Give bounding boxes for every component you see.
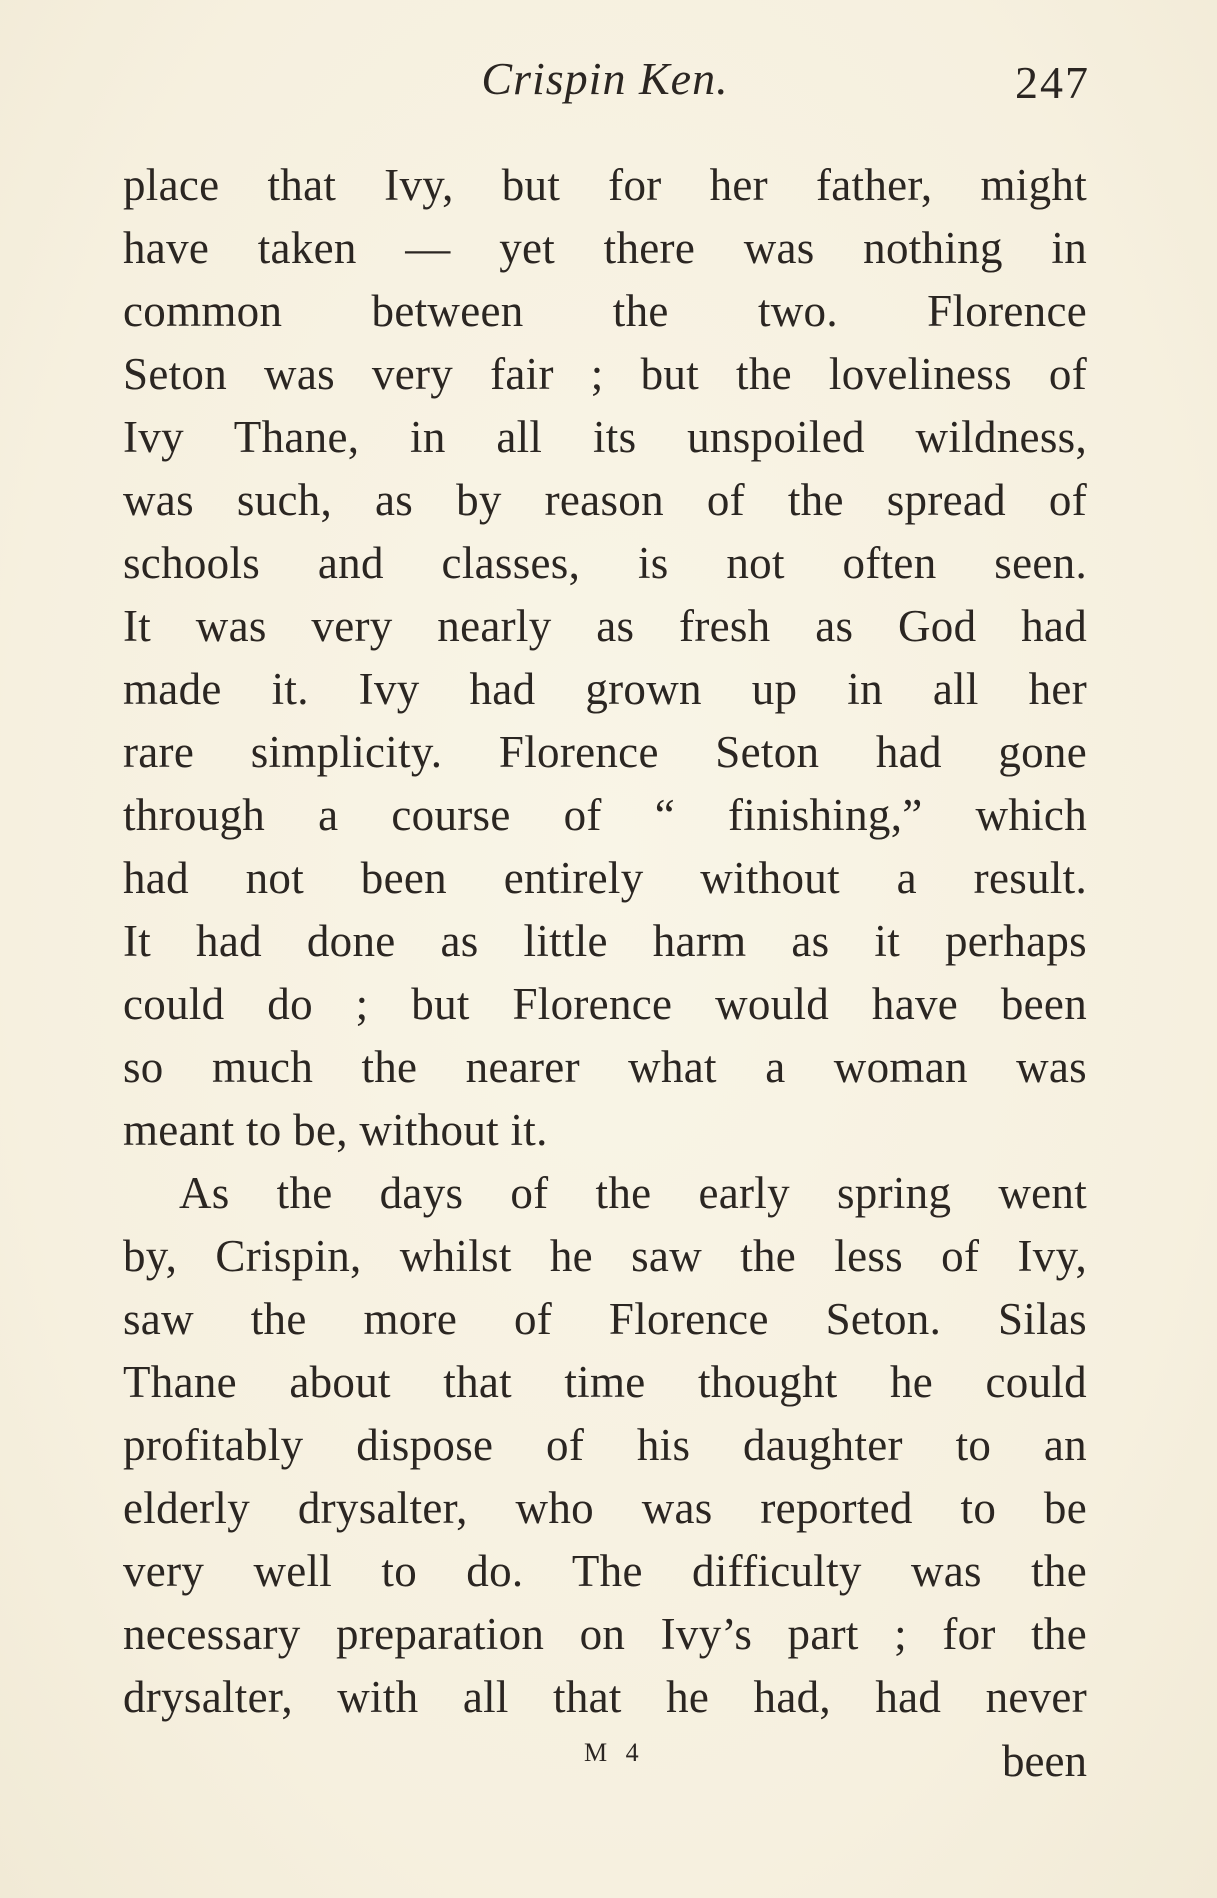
signature-mark: M 4 (584, 1738, 645, 1767)
text-line: Ivy Thane, in all its unspoiled wildness, (123, 412, 1087, 462)
text-line: schools and classes, is not often seen. (123, 538, 1087, 588)
text-line: had not been entirely without a result. (123, 853, 1087, 903)
page-number: 247 (1015, 57, 1090, 108)
text-line: elderly drysalter, who was reported to be (123, 1483, 1087, 1533)
text-line: Thane about that time thought he could (123, 1357, 1087, 1407)
running-head (120, 52, 1090, 122)
text-line: profitably dispose of his daughter to an (123, 1420, 1087, 1470)
paragraph-end-line: meant to be, without it. (123, 1105, 548, 1155)
text-line: saw the more of Florence Seton. Silas (123, 1294, 1087, 1344)
text-line: It was very nearly as fresh as God had (123, 601, 1087, 651)
paragraph-start-line: As the days of the early spring went (179, 1168, 1087, 1218)
text-line: made it. Ivy had grown up in all her (123, 664, 1087, 714)
text-line: rare simplicity. Florence Seton had gone (123, 727, 1087, 777)
text-line: was such, as by reason of the spread of (123, 475, 1087, 525)
text-line: place that Ivy, but for her father, might (123, 160, 1087, 210)
text-line: so much the nearer what a woman was (123, 1042, 1087, 1092)
text-line: very well to do. The difficulty was the (123, 1546, 1087, 1596)
text-line: by, Crispin, whilst he saw the less of Ivy, (123, 1231, 1087, 1281)
text-line: common between the two. Florence (123, 286, 1087, 336)
text-line: have taken — yet there was nothing in (123, 223, 1087, 273)
catchword: been (1002, 1736, 1087, 1786)
body-text (123, 154, 1087, 1729)
text-line: through a course of “ finishing,” which (123, 790, 1087, 840)
text-line: could do ; but Florence would have been (123, 979, 1087, 1029)
text-line: necessary preparation on Ivy’s part ; for the (123, 1609, 1087, 1659)
text-line: Seton was very fair ; but the loveliness of (123, 349, 1087, 399)
text-line: drysalter, with all that he had, had never (123, 1672, 1087, 1722)
running-title: Crispin Ken. (481, 53, 729, 104)
text-line: It had done as little harm as it perhaps (123, 916, 1087, 966)
page-footer (123, 1730, 1087, 1790)
